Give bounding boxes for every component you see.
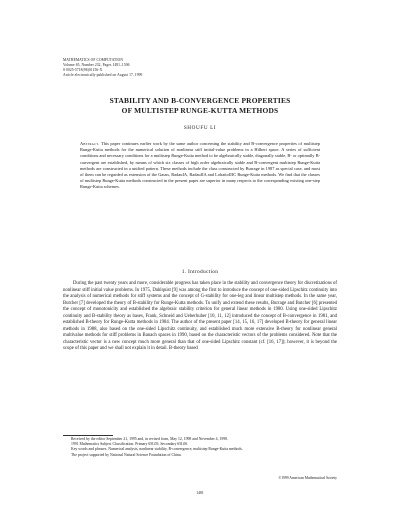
journal-serial: S 0025-5718(96)01156-X (63, 68, 103, 72)
journal-volume: Volume 65, Number 232, Pages 1481–1506 (63, 63, 130, 67)
footnote-support: The project supported by National Natural Science Foundation of China. (71, 452, 182, 457)
introduction-paragraph: During the past twenty years and more, considerable progress has taken place in the stability and convergence theory for discretizations of nonlinear stiff initial value problems. In 1975, Dahlquist [9] was among the first to introduce the concept of one-sided Lipschitz continuity into the analysis of numerical methods for stiff systems and the concept of G-stability for one-leg and linear multistep methods. In the same year, Butcher [7] developed the theory of B-stability for Runge-Kutta methods. To unify and extend these results, Burrage and Butcher [6] presented the concept of monotonicity and established the algebraic stability criterion for general linear methods in 1980. Using one-sided Lipschitz continuity and B-stability theory as bases, Frank, Schneid and Ueberhuber [10, 11, 12] introduced the concept of B-convergence in 1981, and established B-theory for Runge-Kutta methods in 1984. The author of the present paper [14, 15, 16, 17] developed B-theory for general linear methods in 1988, also based on the one-sided Lipschitz continuity, and established much more extensive B-theory for nonlinear general multivalue methods for stiff problems in Banach spaces in 1990, based on the characteristic vectors of the problems considered. Note that the characteristic vector is a new concept much more general than that of one-sided Lipschitz constant (cf. [16, 17]); however, it is beyond the scope of this paper and we shall not explain it in detail. B-theory based (63, 281, 337, 352)
footnote-keywords: Key words and phrases. Numerical analysis, nonlinear stability, B-convergence, multistep Runge-Kutta methods. (71, 447, 243, 452)
footnote-received: Received by the editor September 21, 1995 and, in revised form, May 12, 1998 and November 4, 1998. (71, 437, 229, 441)
paper-title-line-2: OF MULTISTEP RUNGE-KUTTA METHODS (121, 106, 279, 115)
abstract-text: This paper continues earlier work by the same author concerning the stability and B-convergence properties of multistep Runge-Kutta methods for the numerical solution of nonlinear stiff initial-value problems in a Hilbert space. A series of sufficient conditions and necessary conditions for a multistep Runge-Kutta method to be algebraically stable, diagonally stable, B- or optimally B-convergent are established, by means of which six classes of high order algebraically stable and B-convergent multistep Runge-Kutta methods are constructed in a unified pattern. These methods include the class constructed by Burrage in 1987 as special case, and most of them can be regarded as extension of the Gauss, RadauIA, RadauIIA and LobattoIIIC Runge-Kutta methods. We find that the classes of multistep Runge-Kutta methods constructed in the present paper are superior in many respects to the corresponding existing one-step Runge-Kutta schemes. (80, 141, 320, 190)
journal-publication-date: Article electronically published on August 17, 1999 (63, 73, 143, 77)
footnotes (63, 437, 337, 458)
paper-author: SHOUFU LI (183, 125, 217, 131)
abstract (80, 141, 320, 191)
abstract-label: Abstract. (80, 141, 100, 146)
footnote-msc: 1991 Mathematics Subject Classification. Primary 65L05; Secondary 65L06. (71, 442, 189, 447)
journal-header (63, 58, 263, 78)
copyright-notice: ©1999 American Mathematical Society (278, 476, 337, 480)
paper-title (50, 96, 350, 116)
paper-title-line-1: STABILITY AND B-CONVERGENCE PROPERTIES (109, 96, 291, 105)
journal-name: MATHEMATICS OF COMPUTATION (63, 58, 124, 62)
page-number: 1481 (196, 491, 204, 495)
footnote-rule (63, 435, 113, 436)
section-title: 1. Introduction (181, 269, 219, 275)
